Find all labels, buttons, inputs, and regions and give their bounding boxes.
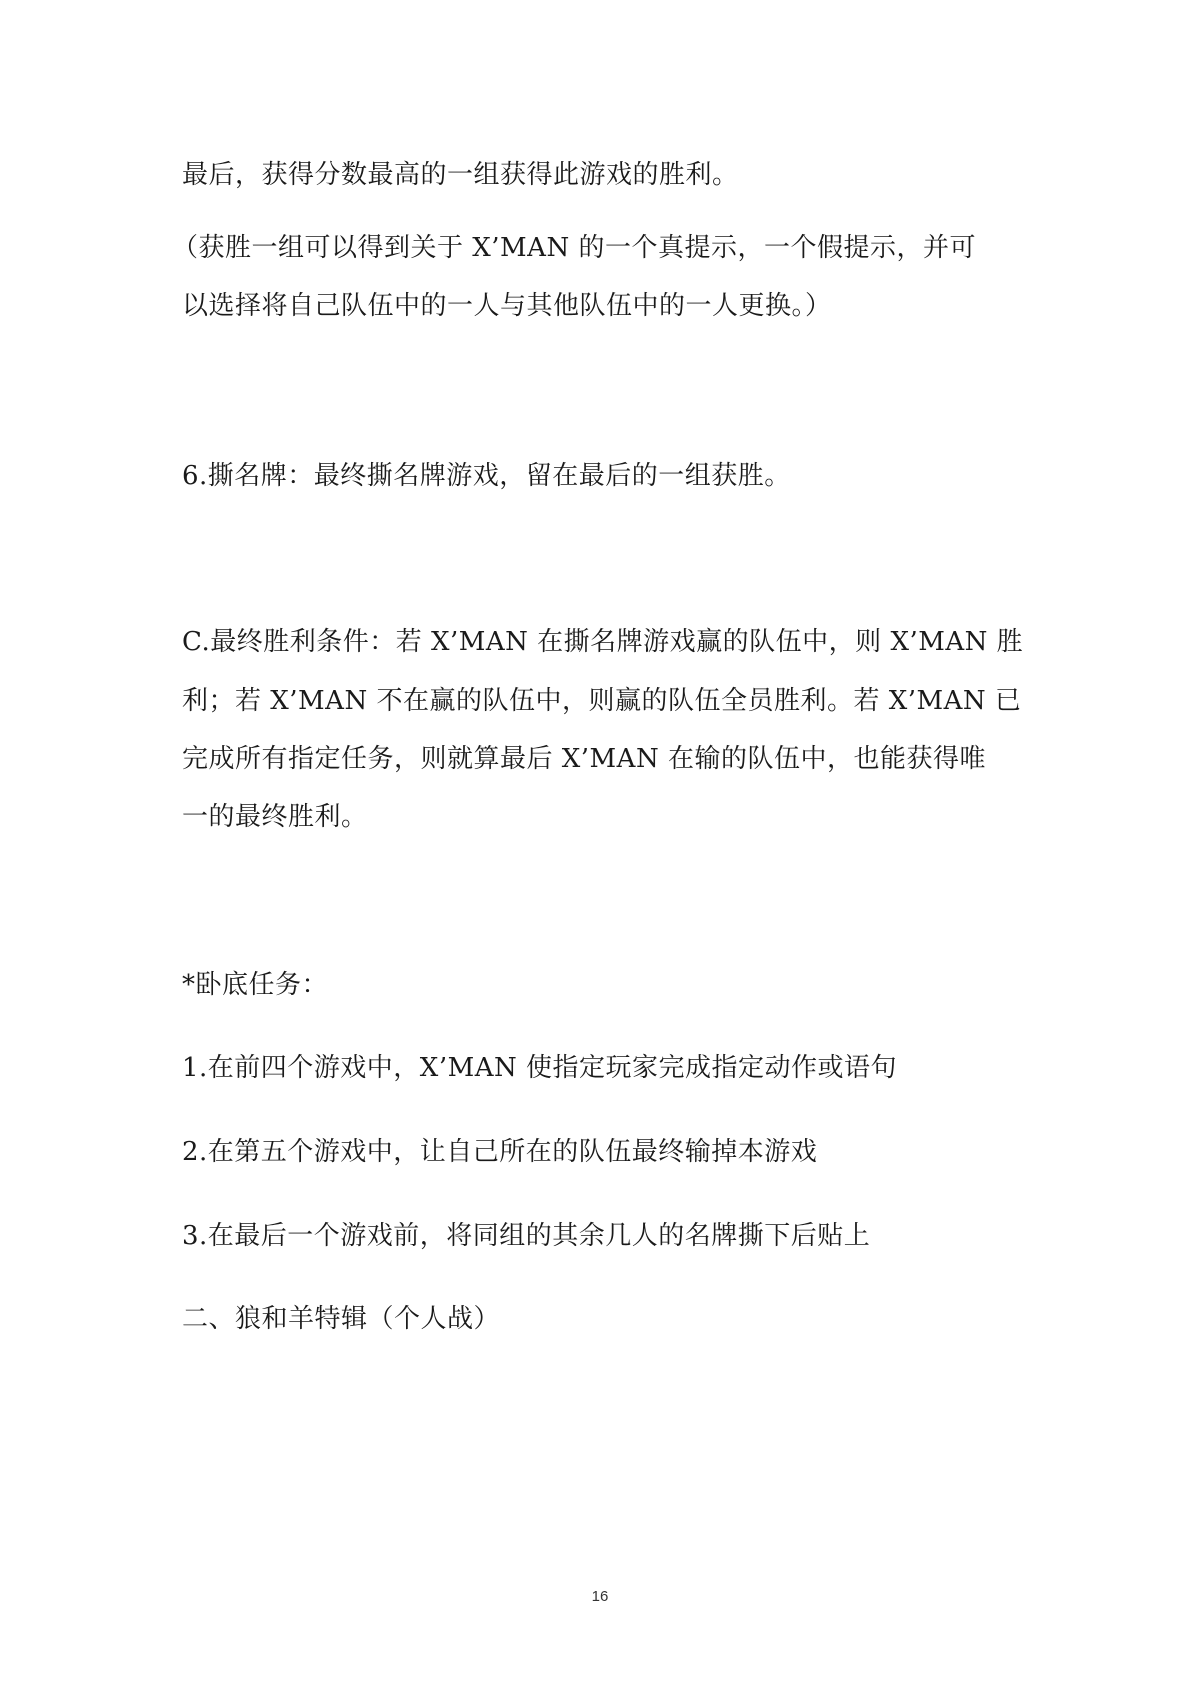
paragraph-line: 利；若 X’MAN 不在赢的队伍中，则赢的队伍全员胜利。若 X’MAN 已 <box>182 686 1022 716</box>
list-item: 1.在前四个游戏中，X’MAN 使指定玩家完成指定动作或语句 <box>182 1053 897 1083</box>
section-item-6: 6.撕名牌：最终撕名牌游戏，留在最后的一组获胜。 <box>182 461 791 491</box>
list-item: 2.在第五个游戏中，让自己所在的队伍最终输掉本游戏 <box>182 1137 818 1167</box>
section-heading: 二、狼和羊特辑（个人战） <box>182 1304 501 1334</box>
paragraph-line: 最后，获得分数最高的一组获得此游戏的胜利。 <box>182 160 739 190</box>
paragraph-line: 完成所有指定任务，则就算最后 X’MAN 在输的队伍中，也能获得唯 <box>182 744 986 774</box>
paragraph-line: C.最终胜利条件：若 X’MAN 在撕名牌游戏赢的队伍中，则 X’MAN 胜 <box>182 627 1024 657</box>
paragraph-line: 一的最终胜利。 <box>182 802 368 832</box>
paragraph-line: 以选择将自己队伍中的一人与其他队伍中的一人更换。） <box>182 291 832 321</box>
section-heading: *卧底任务： <box>182 970 329 1000</box>
list-item: 3.在最后一个游戏前，将同组的其余几人的名牌撕下后贴上 <box>182 1221 871 1251</box>
paragraph-line: （获胜一组可以得到关于 X’MAN 的一个真提示，一个假提示，并可 <box>172 233 976 263</box>
page-number: 16 <box>591 1588 609 1605</box>
